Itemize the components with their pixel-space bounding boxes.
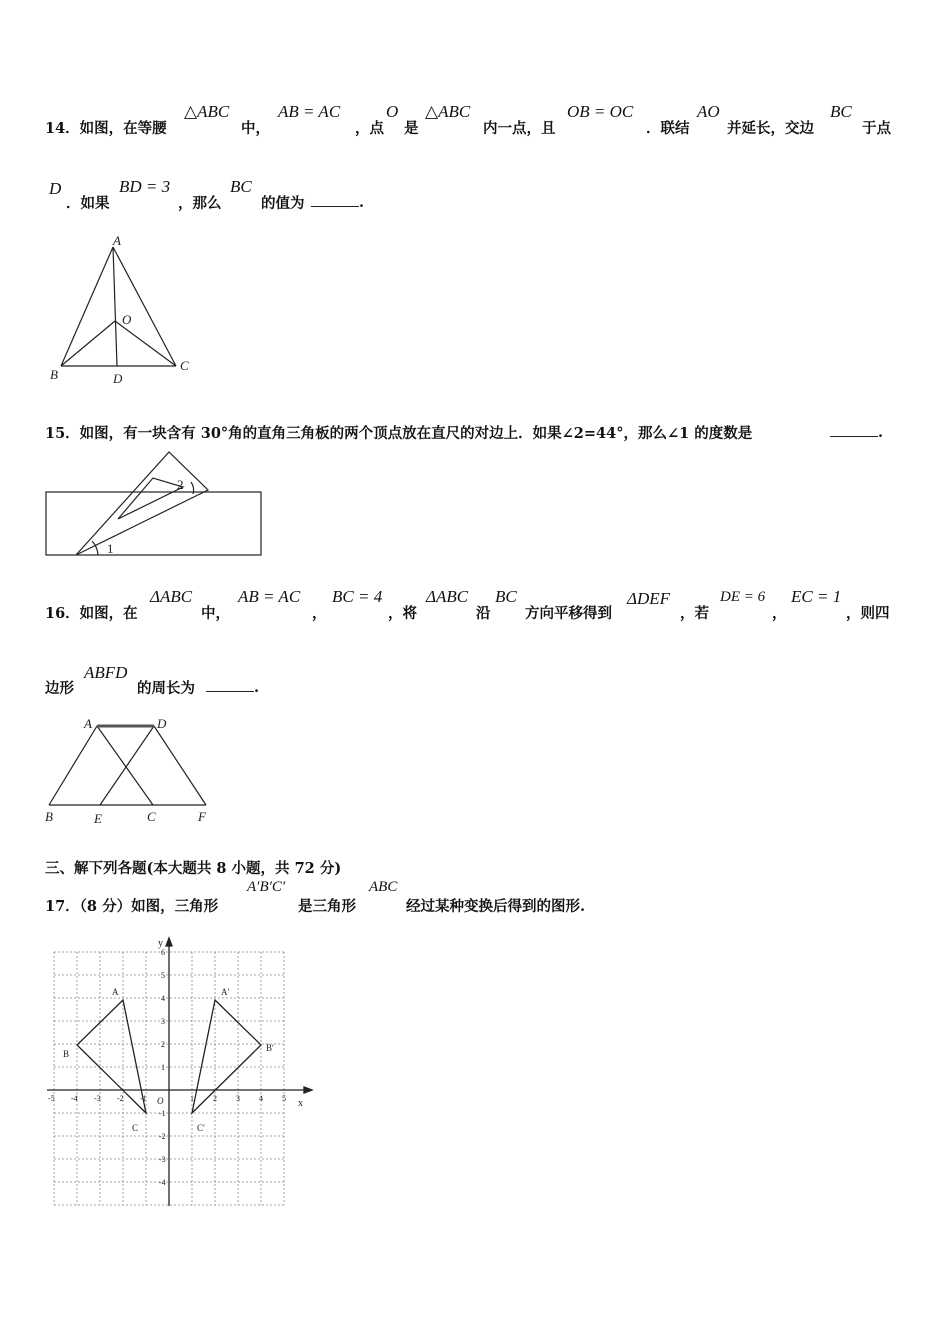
q17-x-tick: -4: [71, 1094, 78, 1103]
q17-y-tick: -1: [159, 1109, 166, 1118]
q14-bc: BC: [830, 102, 852, 121]
q14-text-at-point: 于点: [862, 120, 891, 137]
q14-triangle-figure: [40, 232, 210, 387]
q16-edge-ab: [49, 726, 97, 805]
q17-label-c-prime: C′: [197, 1123, 205, 1133]
q17-label-b-prime: B′: [266, 1043, 274, 1053]
q17-text-rest: 经过某种变换后得到的图形.: [406, 898, 586, 915]
q14-edge-ac: [113, 247, 176, 366]
q16-edge-df: [154, 726, 206, 805]
q17-x-axis-arrow: [304, 1087, 312, 1093]
q16-triangle-def: ΔDEF: [627, 589, 671, 608]
q14-bd-eq-3: BD = 3: [119, 177, 171, 196]
q14-label-o: O: [122, 312, 132, 327]
q16-translation-figure: [40, 712, 220, 828]
q14-segment-oc: [115, 321, 176, 366]
q17-y-tick: 6: [161, 948, 165, 957]
q14-point-o: O: [386, 102, 399, 121]
q17-y-tick: -2: [159, 1132, 166, 1141]
q16-text-will: ，将: [388, 605, 417, 622]
q17-axes: [47, 938, 312, 1206]
q14-segment-ob: [61, 321, 115, 366]
q16-answer-blank: .: [206, 677, 259, 696]
q17-x-tick: 5: [282, 1094, 286, 1103]
q16-label-b: B: [45, 809, 53, 824]
q17-x-tick: -2: [117, 1094, 124, 1103]
q14-bc-2: BC: [230, 177, 252, 196]
section-3-title: 三、解下列各题(本大题共 8 小题，共 72 分): [45, 860, 342, 877]
q17-x-tick: 4: [259, 1094, 263, 1103]
q14-label-d: D: [113, 371, 123, 386]
q17-y-tick: 2: [161, 1040, 165, 1049]
q14-text-if: ．如果: [66, 195, 110, 212]
q17-triangle-prime: A′B′C′: [247, 879, 286, 895]
q14-text-in: 中，: [241, 120, 270, 137]
q17-y-tick: -3: [159, 1155, 166, 1164]
q16-edge-ac: [97, 726, 153, 805]
q16-abfd: ABFD: [84, 663, 128, 682]
q16-triangle-abc-2: ΔABC: [426, 587, 469, 606]
q16-label-a: A: [84, 716, 92, 731]
q16-text-in: 中，: [201, 605, 230, 622]
q16-comma-2: ，: [772, 605, 787, 622]
q16-label-d: D: [157, 716, 167, 731]
q14-point-d: D: [49, 179, 62, 198]
q17-y-tick: -4: [159, 1178, 166, 1187]
q14-text-inner: 内一点，且: [483, 120, 556, 137]
q14-label-b: B: [50, 367, 58, 382]
q17-y-axis-arrow: [166, 938, 172, 946]
q16-text-then-four: ，则四: [846, 605, 890, 622]
q17-text-is-triangle: 是三角形: [298, 898, 356, 915]
q17-label-a: A: [112, 987, 119, 997]
q14-label-c: C: [180, 358, 189, 373]
q16-comma-1: ，: [312, 605, 327, 622]
q15-triangle-outer: [76, 452, 208, 555]
q17-label-c: C: [132, 1123, 139, 1133]
q16-bc: BC: [495, 587, 517, 606]
q17-x-tick: -1: [140, 1094, 147, 1103]
q14-label-a: A: [113, 233, 121, 248]
q17-triangle-abc: [77, 1000, 146, 1113]
q16-text-along: 沿: [476, 605, 491, 622]
q16-bc-eq-4: BC = 4: [332, 587, 383, 606]
q14-triangle-abc: △ABC: [184, 102, 230, 121]
q17-y-tick: 1: [161, 1063, 165, 1072]
q16-text-quad: 边形: [45, 680, 74, 697]
q14-text-then: ，那么: [178, 195, 222, 212]
q16-text-translate: 方向平移得到: [525, 605, 612, 622]
q17-label-b: B: [63, 1049, 70, 1059]
q17-number: 17．（8 分）如图，三角形: [45, 898, 219, 915]
q17-x-label: x: [298, 1098, 303, 1109]
q17-coordinate-grid: [40, 934, 325, 1209]
q16-label-c: C: [147, 809, 156, 824]
q17-abc: ABC: [369, 879, 398, 895]
q17-y-label: y: [158, 938, 163, 949]
q16-edge-de: [100, 726, 154, 805]
q16-ab-eq-ac: AB = AC: [238, 587, 301, 606]
q15-angle-1-arc: [92, 541, 98, 555]
q16-triangle-abc: ΔABC: [150, 587, 193, 606]
q15-ruler-figure: [40, 445, 270, 563]
q17-x-tick: 1: [190, 1094, 194, 1103]
q14-text-connect: ．联结: [646, 120, 690, 137]
q15-answer-blank: .: [830, 422, 883, 441]
q17-y-tick: 5: [161, 971, 165, 980]
q14-ab-eq-ac: AB = AC: [278, 102, 341, 121]
q17-tick-labels: [48, 948, 286, 1187]
q14-text-value: 的值为: [261, 195, 305, 212]
q17-x-tick: 2: [213, 1094, 217, 1103]
q14-text-point: ，点: [355, 120, 384, 137]
q16-label-f: F: [198, 809, 206, 824]
q17-triangle-prime: [192, 1000, 261, 1113]
q17-x-tick: -5: [48, 1094, 55, 1103]
q16-number: 16．如图，在: [45, 605, 138, 622]
q15-label-2: 2: [177, 477, 184, 492]
q14-ob-eq-oc: OB = OC: [567, 102, 634, 121]
q14-triangle-abc-2: △ABC: [425, 102, 471, 121]
q15-text: 15．如图，有一块含有 30°角的直角三角板的两个顶点放在直尺的对边上．如果∠2=44°，那么∠1 的度数是: [45, 425, 753, 442]
q16-text-perimeter: 的周长为: [137, 680, 195, 697]
q16-de-eq-6: DE = 6: [720, 589, 766, 605]
q14-text-is: 是: [404, 120, 419, 137]
q17-y-tick: 4: [161, 994, 165, 1003]
q16-ec-eq-1: EC = 1: [791, 587, 842, 606]
q17-y-tick: 3: [161, 1017, 165, 1026]
q17-label-a-prime: A′: [221, 987, 230, 997]
q14-edge-ab: [61, 247, 113, 366]
q17-x-tick: -3: [94, 1094, 101, 1103]
q14-segment-ad: [113, 247, 117, 366]
q14-number: 14．如图，在等腰: [45, 120, 167, 137]
q16-label-e: E: [94, 811, 102, 826]
q17-x-tick: 3: [236, 1094, 240, 1103]
q14-answer-blank: .: [311, 192, 364, 211]
q14-ao: AO: [697, 102, 720, 121]
q16-text-if: ，若: [680, 605, 709, 622]
q17-origin-label: O: [157, 1096, 164, 1106]
q15-label-1: 1: [107, 541, 114, 556]
q14-text-extend: 并延长，交边: [727, 120, 814, 137]
